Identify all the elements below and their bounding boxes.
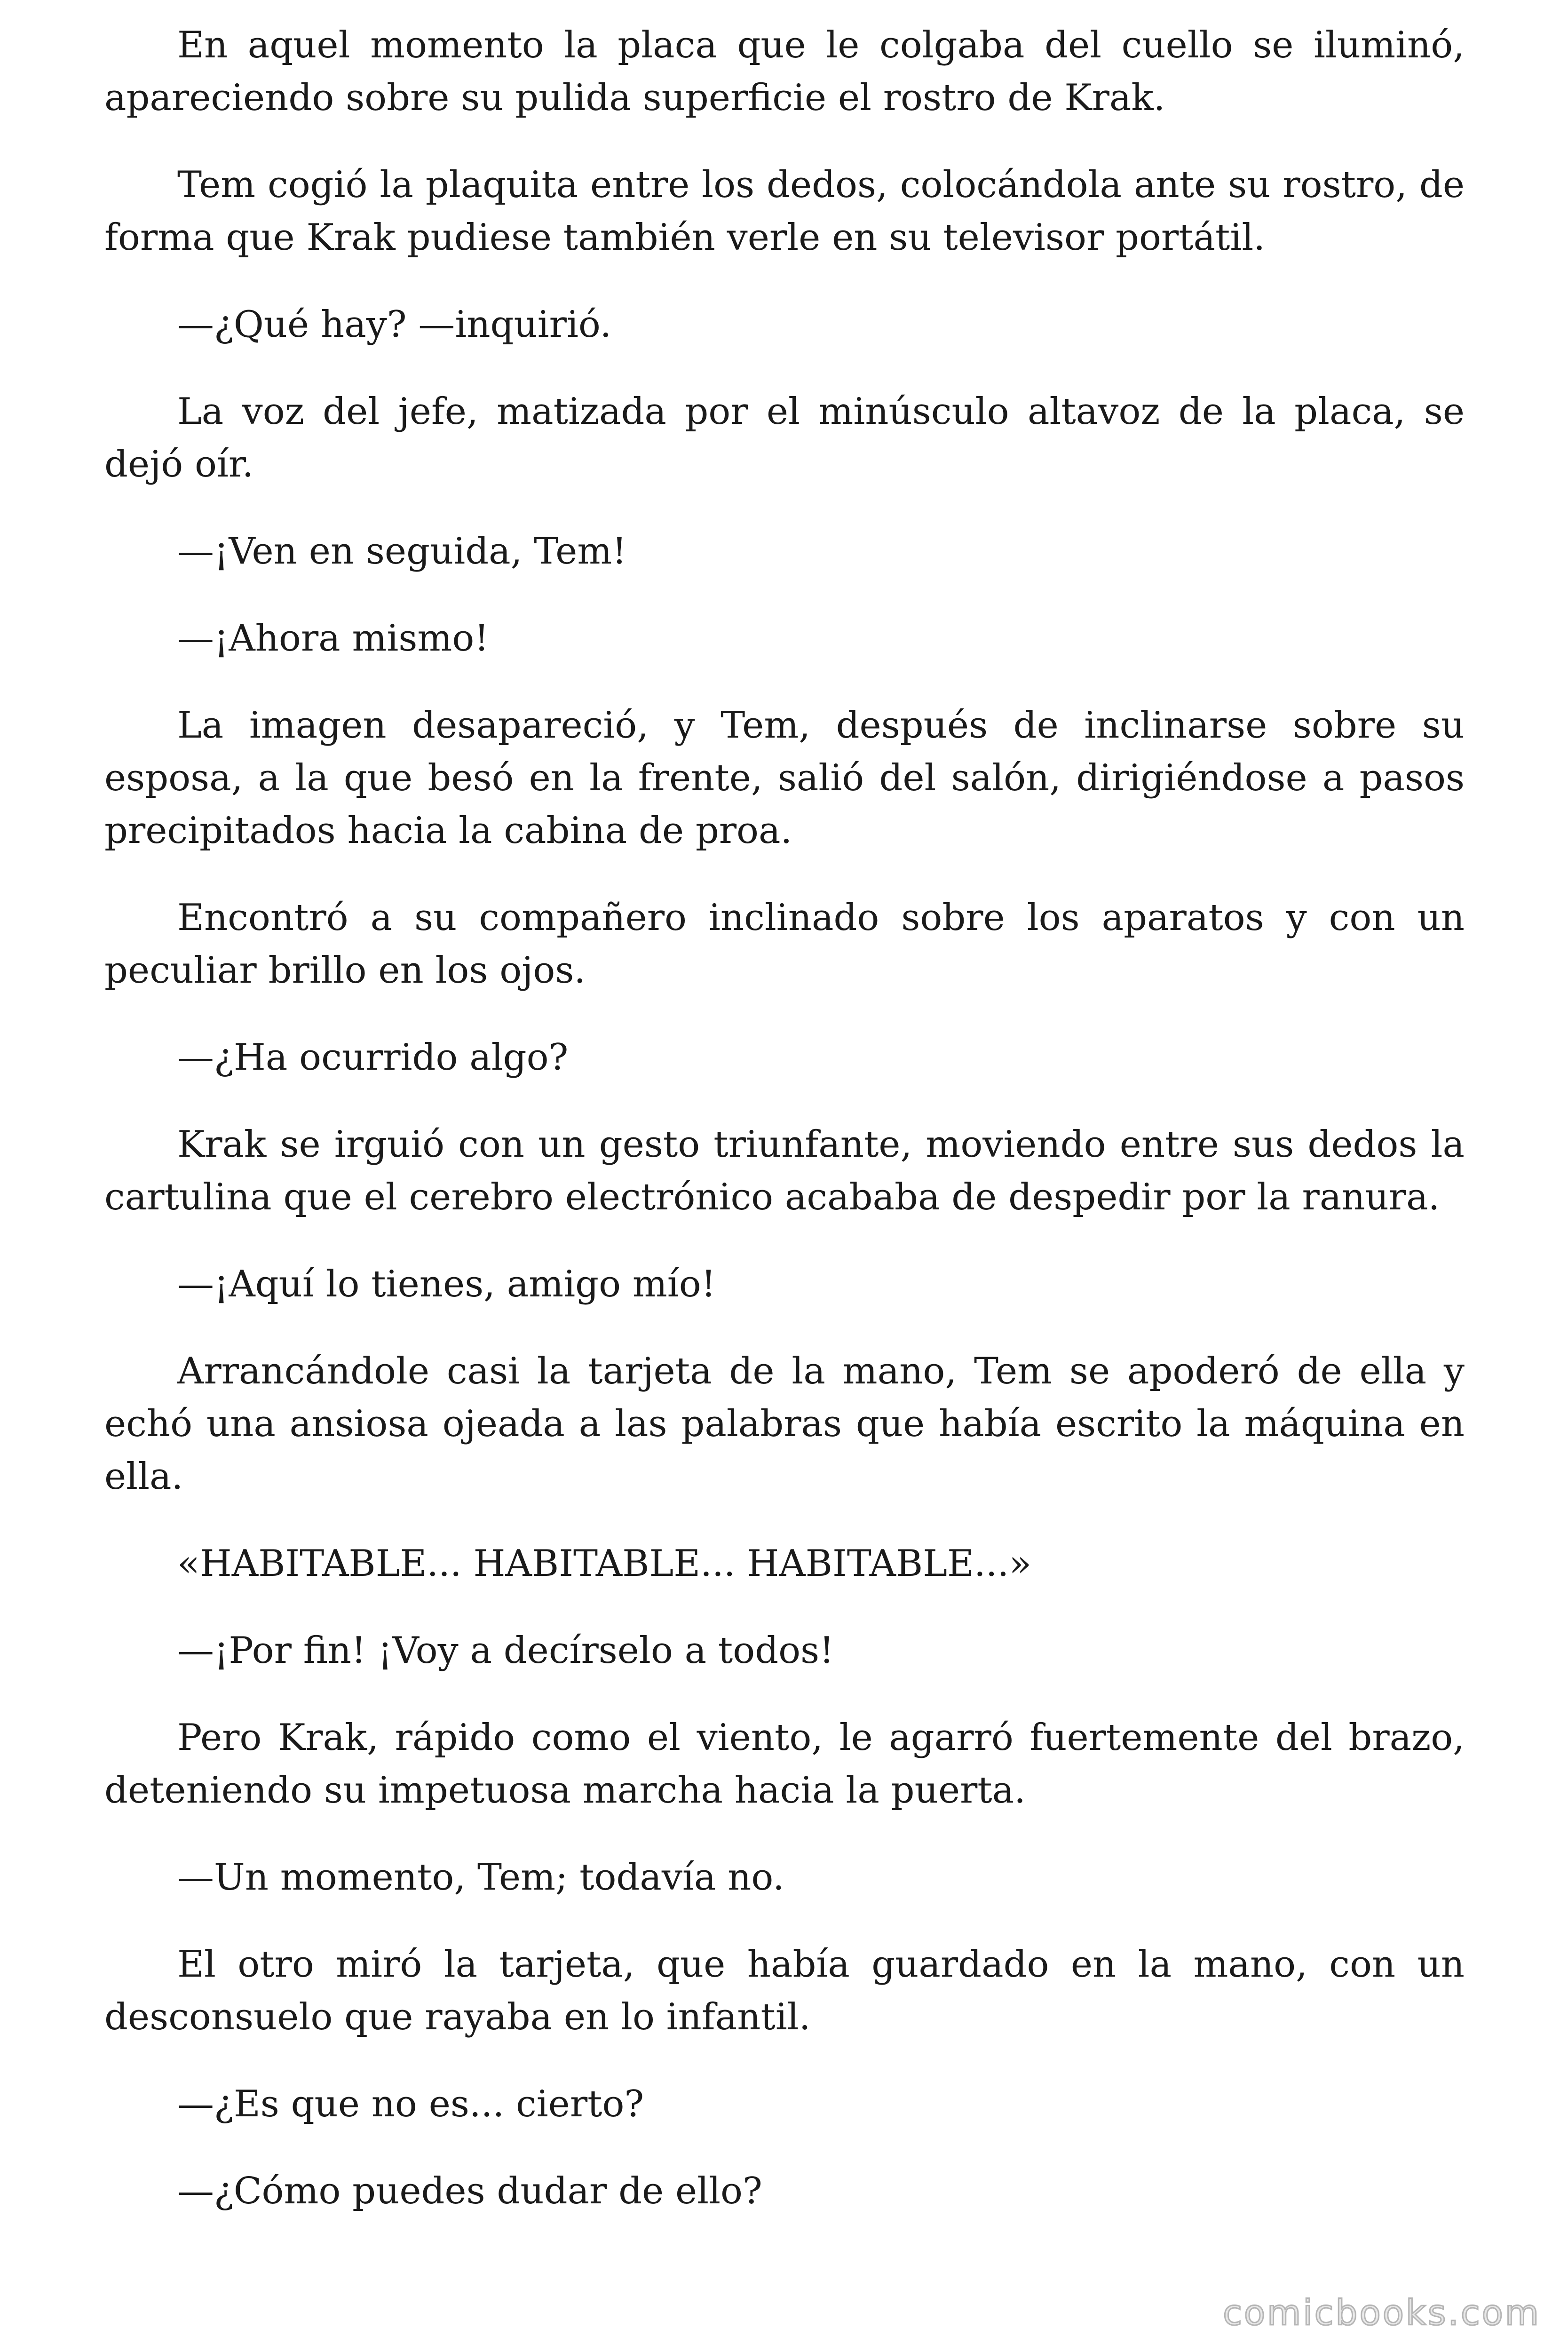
paragraph: —¡Por fin! ¡Voy a decírselo a todos!	[177, 1629, 834, 1672]
paragraph: —¿Cómo puedes dudar de ello?	[177, 2170, 762, 2212]
paragraph: —¿Ha ocurrido algo?	[177, 1036, 569, 1079]
paragraph: —¡Ahora mismo!	[177, 617, 489, 660]
paragraph: Tem cogió la plaquita entre los dedos, colocándola ante su rostro, de forma que Krak pudiese también verle en su televisor portátil.	[104, 164, 1465, 259]
paragraph: En aquel momento la placa que le colgaba del cuello se iluminó, apareciendo sobre su pulida superficie el rostro de Krak.	[104, 24, 1465, 119]
paragraph: —¿Es que no es... cierto?	[177, 2083, 644, 2125]
page-text	[104, 19, 1465, 2252]
paragraph: —¡Aquí lo tienes, amigo mío!	[177, 1263, 716, 1305]
paragraph: «HABITABLE... HABITABLE... HABITABLE...»	[177, 1542, 1032, 1585]
paragraph: El otro miró la tarjeta, que había guardado en la mano, con un desconsuelo que rayaba en lo infantil.	[104, 1943, 1465, 2038]
paragraph: —Un momento, Tem; todavía no.	[177, 1856, 784, 1899]
paragraph: Arrancándole casi la tarjeta de la mano, Tem se apoderó de ella y echó una ansiosa ojeada a las palabras que había escrito la máquina en ella.	[104, 1350, 1465, 1498]
paragraph: Krak se irguió con un gesto triunfante, moviendo entre sus dedos la cartulina que el cerebro electrónico acababa de despedir por la ranura.	[104, 1123, 1465, 1218]
paragraph: Pero Krak, rápido como el viento, le agarró fuertemente del brazo, deteniendo su impetuosa marcha hacia la puerta.	[104, 1716, 1465, 1812]
watermark: comicbooks.com	[1223, 2293, 1541, 2333]
paragraph: La voz del jefe, matizada por el minúsculo altavoz de la placa, se dejó oír.	[104, 390, 1465, 485]
paragraph: —¡Ven en seguida, Tem!	[177, 530, 627, 572]
paragraph: —¿Qué hay? —inquirió.	[177, 303, 612, 346]
paragraph: La imagen desapareció, y Tem, después de inclinarse sobre su esposa, a la que besó en la frente, salió del salón, dirigiéndose a pasos precipitados hacia la cabina de proa.	[104, 704, 1465, 852]
paragraph: Encontró a su compañero inclinado sobre los aparatos y con un peculiar brillo en los ojos.	[104, 897, 1465, 992]
